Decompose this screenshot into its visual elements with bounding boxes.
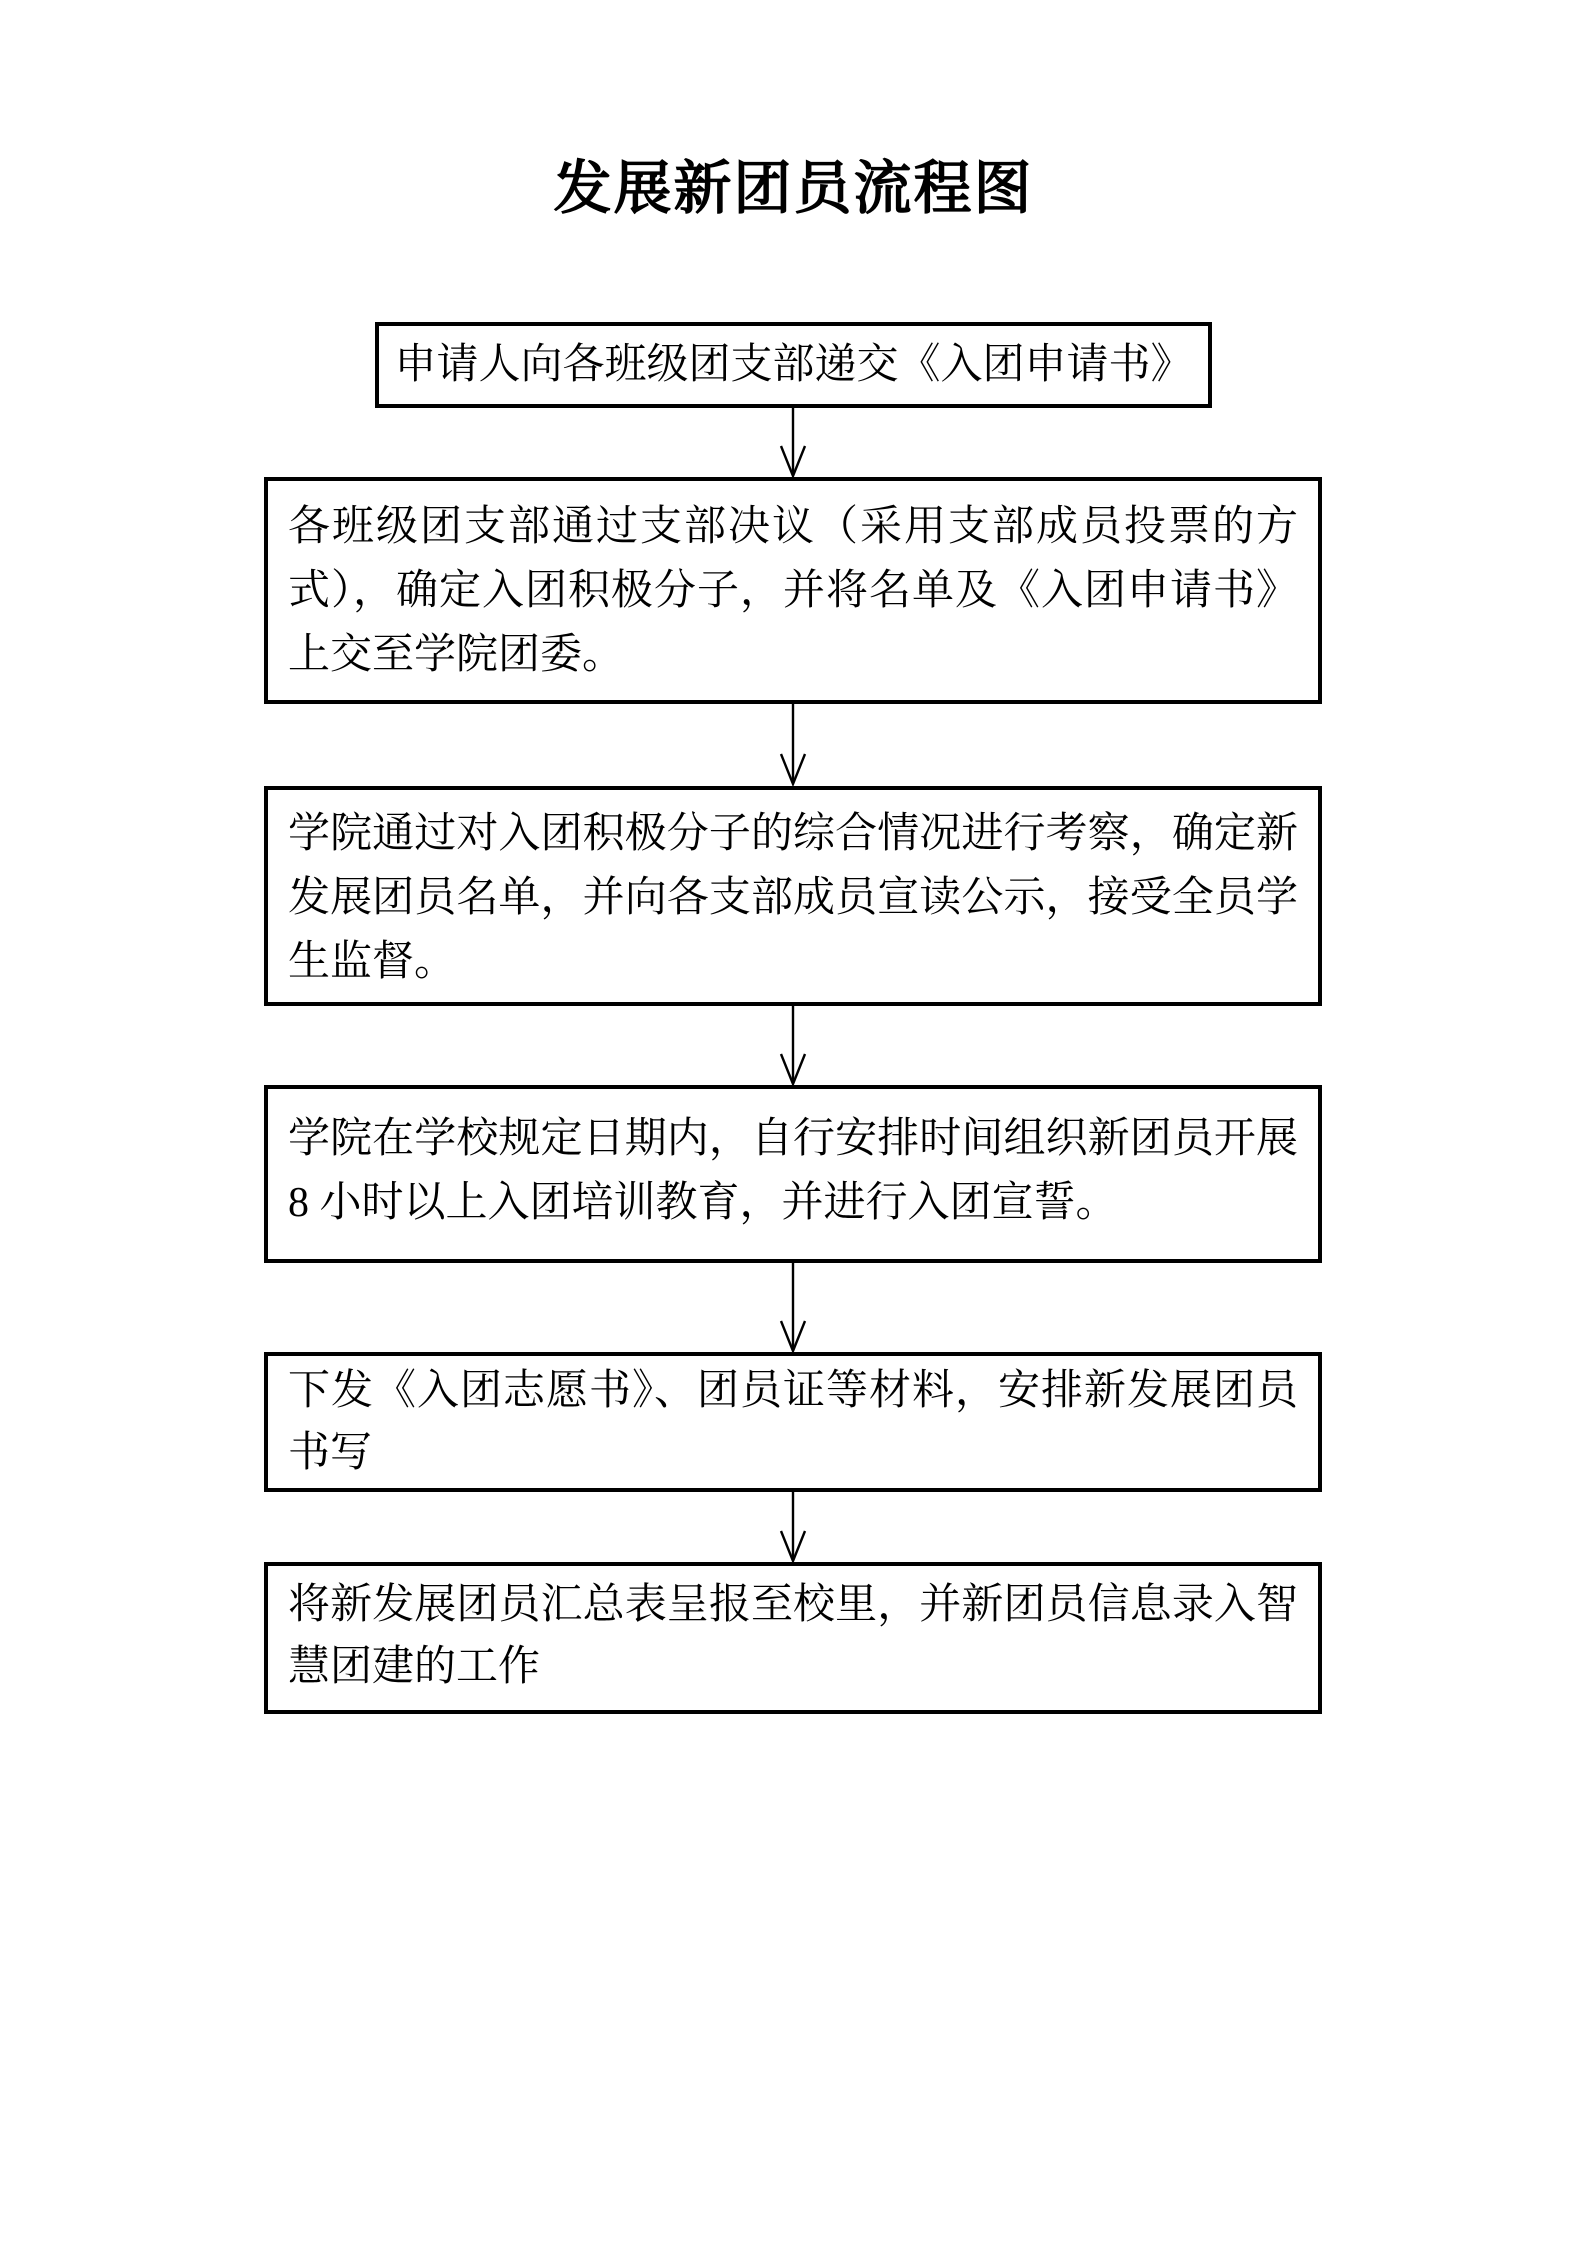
- flow-step-4: 学院在学校规定日期内，自行安排时间组织新团员开展 8 小时以上入团培训教育，并进行入团宣誓。: [264, 1085, 1322, 1263]
- flow-step-3: 学院通过对入团积极分子的综合情况进行考察，确定新发展团员名单，并向各支部成员宣读公示，接受全员学生监督。: [264, 786, 1322, 1006]
- flow-step-1: 申请人向各班级团支部递交《入团申请书》: [375, 322, 1212, 408]
- arrow-down-icon: [777, 1492, 809, 1563]
- arrow-down-icon: [777, 1263, 809, 1353]
- arrow-down-icon: [777, 1006, 809, 1086]
- arrow-down-icon: [777, 408, 809, 478]
- page-title: 发展新团员流程图: [553, 156, 1034, 221]
- flow-step-2: 各班级团支部通过支部决议（采用支部成员投票的方式），确定入团积极分子，并将名单及《入团申请书》上交至学院团委。: [264, 477, 1322, 704]
- flow-step-5: 下发《入团志愿书》、团员证等材料，安排新发展团员书写: [264, 1352, 1322, 1492]
- arrow-down-icon: [777, 704, 809, 786]
- flow-step-6: 将新发展团员汇总表呈报至校里，并新团员信息录入智慧团建的工作: [264, 1562, 1322, 1714]
